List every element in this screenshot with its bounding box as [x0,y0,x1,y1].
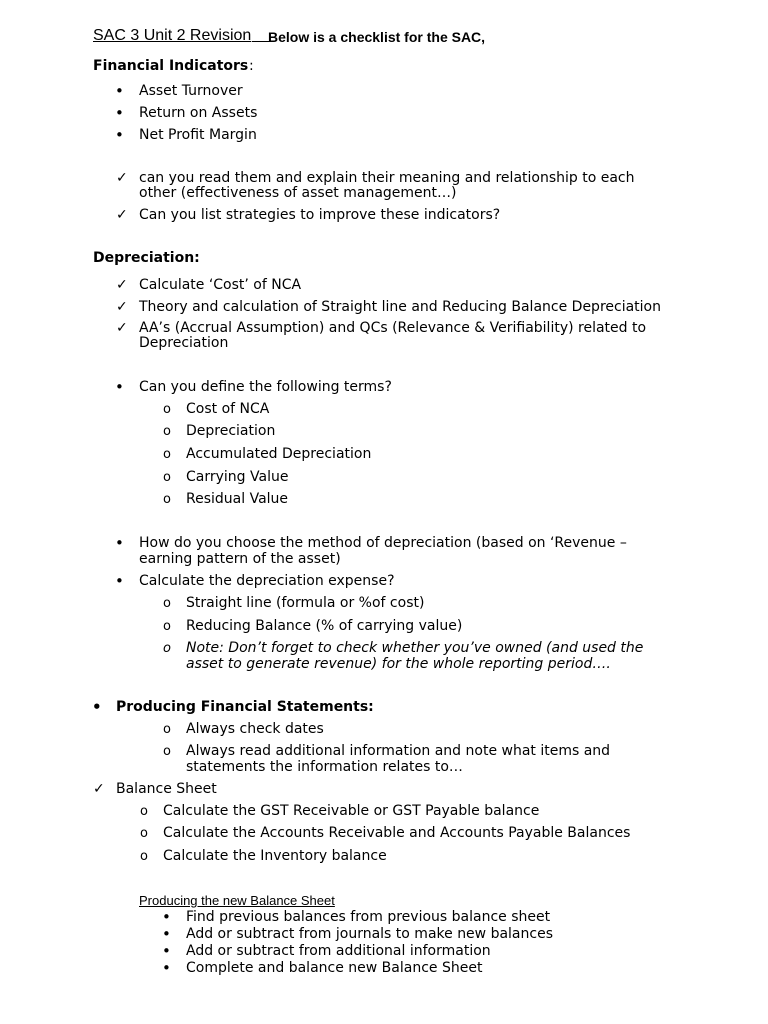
sub-list-item: Residual Value [186,491,289,507]
check-item: Can you list strategies to improve these indicators? [139,207,501,223]
sub-list-item: Cost of NCA [186,401,270,417]
bullet-marker: • [162,959,171,977]
check-item-continued: Depreciation [139,335,229,351]
check-marker: ✓ [116,207,128,223]
circle-marker: o [140,826,148,841]
producing-heading: Producing Financial Statements: [116,699,374,715]
circle-marker: o [163,744,171,759]
heading-colon: : [249,58,254,74]
list-item: Calculate the depreciation expense? [139,573,395,589]
list-item: Can you define the following terms? [139,379,392,395]
bullet-marker: • [115,572,124,590]
sub-list-item: Carrying Value [186,469,289,485]
list-item: Return on Assets [139,105,258,121]
list-item: Net Profit Margin [139,127,257,143]
bullet-marker: • [92,698,102,716]
sub-list-item: Depreciation [186,423,276,439]
circle-marker: o [140,849,148,864]
list-item: Add or subtract from additional information [186,943,491,959]
bullet-marker: • [115,534,124,552]
check-marker: ✓ [116,170,128,186]
list-item: How do you choose the method of depreciation (based on ‘Revenue – [139,535,627,551]
bullet-marker: • [115,126,124,144]
circle-marker: o [163,492,171,507]
sub-list-item-continued: statements the information relates to… [186,759,463,775]
bullet-marker: • [115,378,124,396]
check-marker: ✓ [116,320,128,336]
circle-marker: o [163,447,171,462]
circle-marker: o [163,619,171,634]
bullet-marker: • [162,925,171,943]
bullet-marker: • [115,104,124,122]
balance-sheet-label: Balance Sheet [116,781,217,797]
bullet-marker: • [115,82,124,100]
financial-indicators-heading: Financial Indicators [93,58,249,74]
document-subtitle: Below is a checklist for the SAC, [268,29,486,45]
circle-marker: o [163,402,171,417]
check-item-continued: other (effectiveness of asset management…) [139,185,457,201]
check-item: Calculate ‘Cost’ of NCA [139,277,302,293]
check-item: AA’s (Accrual Assumption) and QCs (Relevance & Verifiability) related to [139,320,647,336]
sub-list-item: Accumulated Depreciation [186,446,372,462]
sub-list-item: Always read additional information and note what items and [186,743,611,759]
list-item: Find previous balances from previous balance sheet [186,909,551,925]
circle-marker: o [140,804,148,819]
circle-marker: o [163,424,171,439]
circle-marker: o [163,596,171,611]
sub-list-item: Reducing Balance (% of carrying value) [186,618,463,634]
check-marker: ✓ [116,277,128,293]
sub-list-item: Always check dates [186,721,324,737]
check-item: can you read them and explain their meaning and relationship to each [139,170,635,186]
list-item-continued: earning pattern of the asset) [139,551,341,567]
document-title: SAC 3 Unit 2 Revision [93,27,252,44]
sub-list-item: Calculate the GST Receivable or GST Payable balance [163,803,540,819]
circle-marker: o [163,470,171,485]
check-marker: ✓ [93,781,105,797]
check-marker: ✓ [116,299,128,315]
sub-list-item: Straight line (formula or %of cost) [186,595,425,611]
new-balance-sheet-heading: Producing the new Balance Sheet [139,893,335,908]
circle-marker: o [163,722,171,737]
sub-list-item: Calculate the Accounts Receivable and Accounts Payable Balances [163,825,631,841]
list-item: Asset Turnover [139,83,243,99]
list-item: Complete and balance new Balance Sheet [186,960,483,976]
bullet-marker: • [162,942,171,960]
note-text-continued: asset to generate revenue) for the whole reporting period…. [186,656,611,672]
bullet-marker: • [162,908,171,926]
list-item: Add or subtract from journals to make new balances [186,926,553,942]
depreciation-heading: Depreciation: [93,250,200,266]
circle-marker: o [163,641,171,656]
sub-list-item: Calculate the Inventory balance [163,848,387,864]
check-item: Theory and calculation of Straight line and Reducing Balance Depreciation [139,299,661,315]
note-text: Note: Don’t forget to check whether you’ve owned (and used the [186,640,644,656]
